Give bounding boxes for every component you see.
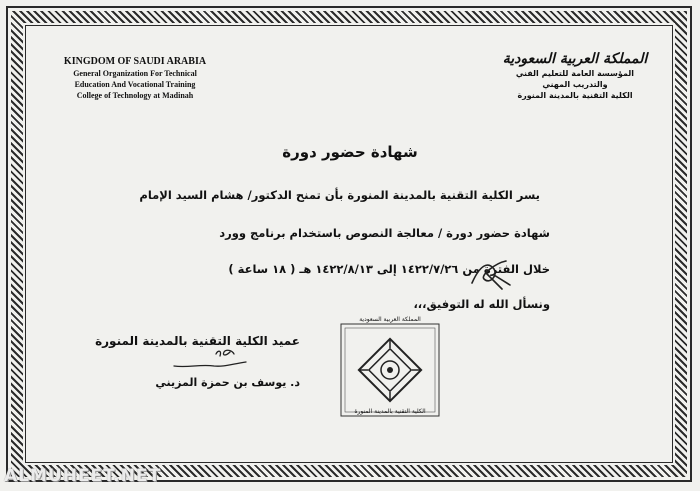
ar-header-line1: المملكة العربية السعودية (502, 51, 648, 67)
en-header-line4: College of Technology at Madinah (76, 91, 194, 100)
stamp-top-text: المملكة العربية السعودية (359, 316, 421, 323)
arabic-header (500, 50, 650, 101)
certificate-title: شهادة حضور دورة (282, 143, 418, 161)
signer-name: د. يوسف بن حمزة المزيني (155, 376, 300, 389)
ar-header-line3: والتدريب المهني (542, 80, 608, 89)
body-line-1: يسر الكلية التقنية بالمدينة المنورة بأن تمنح الدكتور/ هشام السيد الإمام (139, 188, 540, 202)
body-line-4: ونسأل الله له التوفيق،،، (413, 297, 550, 311)
ar-header-line2: المؤسسة العامة للتعليم الفني (515, 69, 635, 78)
dean-title: عميد الكلية التقنية بالمدينة المنورة (95, 334, 300, 348)
body-line-3: خلال الفترة من ١٤٢٢/٧/٢٦ إلى ١٤٢٢/٨/١٣ هـ ( ١٨ ساعة ) (228, 262, 550, 276)
english-header (50, 55, 220, 101)
site-watermark: ALMUHEET.NET (4, 466, 162, 486)
en-header-line1: KINGDOM OF SAUDI ARABIA (63, 56, 207, 67)
dean-signature (170, 346, 250, 374)
en-header-line2: General Organization For Technical (73, 69, 197, 78)
initials-mark (466, 255, 516, 291)
body-line-2: شهادة حضور دورة / معالجة النصوص باستخدام برنامج وورد (219, 226, 550, 240)
ar-header-line4: الكلية التقنية بالمدينة المنورة (517, 91, 633, 100)
en-header-line3: Education And Vocational Training (74, 80, 196, 89)
stamp-bottom-text: الكلية التقنية بالمدينة المنورة (354, 408, 426, 415)
